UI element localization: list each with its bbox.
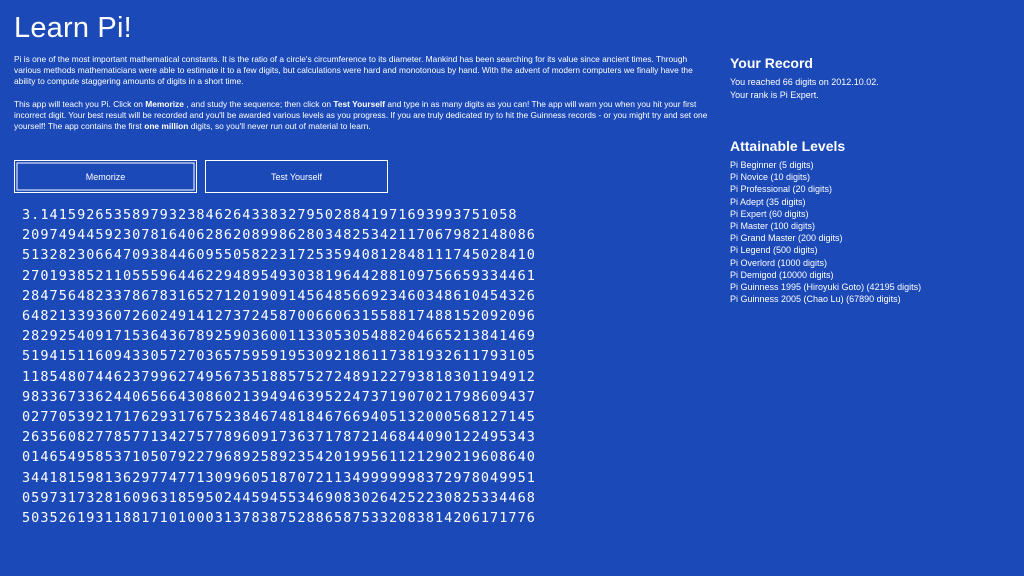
level-item: Pi Novice (10 digits) xyxy=(730,172,811,183)
level-item: Pi Guinness 2005 (Chao Lu) (67890 digits) xyxy=(730,294,901,305)
pi-digit-line: 26356082778577134275778960917363717872146844090122495343 xyxy=(22,429,536,446)
level-item: Pi Adept (35 digits) xyxy=(730,196,806,207)
pi-digit-line: 34418159813629774771309960518707211349999998372978049951 xyxy=(22,469,536,486)
pi-digit-line: 01465495853710507922796892589235420199561121290219608640 xyxy=(22,449,536,466)
pi-digit-line: 50352619311881710100031378387528865875332083814206171776 xyxy=(22,510,536,527)
intro-test-emphasis: Test Yourself xyxy=(333,99,386,109)
pi-digit-line: 51328230664709384460955058223172535940812848111745028410 xyxy=(22,247,536,264)
level-item: Pi Professional (20 digits) xyxy=(730,184,833,195)
intro-paragraph-instructions xyxy=(14,99,714,132)
intro-text-part: digits, so you'll never run out of material to learn. xyxy=(188,121,371,131)
pi-digit-line: 02770539217176293176752384674818467669405132000568127145 xyxy=(22,409,536,426)
level-item: Pi Beginner (5 digits) xyxy=(730,160,814,170)
pi-digit-line: 98336733624406566430860213949463952247371907021798609437 xyxy=(22,388,536,405)
levels-list xyxy=(730,159,1010,305)
pi-digit-line: 64821339360726024914127372458700660631558817488152092096 xyxy=(22,308,536,325)
intro-text xyxy=(14,54,714,144)
intro-text-part: and type in as many digits as you can! The app will warn you when you hit your first incorrect digit. Your best result will be recorded and you'll be awarded various levels as you progress. If you are truly dedicated try to hit the Guinness records - or you might try and set one yourself! The app contains the first xyxy=(14,99,708,131)
level-item: Pi Grand Master (200 digits) xyxy=(730,233,843,244)
memorize-button[interactable]: Memorize xyxy=(14,160,197,193)
pi-digit-line: 27019385211055596446229489549303819644288109756659334461 xyxy=(22,267,536,284)
level-item: Pi Master (100 digits) xyxy=(730,221,816,232)
record-heading: Your Record xyxy=(730,55,813,71)
pi-digits-display xyxy=(22,205,702,576)
app-title: Learn Pi! xyxy=(14,12,132,44)
intro-memorize-emphasis: Memorize xyxy=(145,99,184,109)
record-details xyxy=(730,76,1010,102)
pi-digit-line: 28292540917153643678925903600113305305488204665213841469 xyxy=(22,328,536,345)
intro-text-part: , and study the sequence; then click on xyxy=(183,99,334,109)
pi-digit-line: 20974944592307816406286208998628034825342117067982148086 xyxy=(22,227,536,244)
intro-million-emphasis: one million xyxy=(144,121,189,131)
pi-digit-line: 05973173281609631859502445945534690830264252230825334468 xyxy=(22,489,536,506)
level-item: Pi Demigod (10000 digits) xyxy=(730,269,834,280)
pi-digit-line: 11854807446237996274956735188575272489122793818301194912 xyxy=(22,368,536,385)
intro-text-part: This app will teach you Pi. Click on xyxy=(14,99,146,109)
test-yourself-button[interactable]: Test Yourself xyxy=(205,160,388,193)
level-item: Pi Guinness 1995 (Hiroyuki Goto) (42195 digits) xyxy=(730,282,922,293)
record-panel xyxy=(730,55,1010,102)
level-item: Pi Overlord (1000 digits) xyxy=(730,257,828,268)
pi-digit-line: 51941511609433057270365759591953092186117381932611793105 xyxy=(22,348,536,365)
pi-digit-line: 3.1415926535897932384626433832795028841971693993751058 xyxy=(22,207,518,223)
pi-digit-line: 28475648233786783165271201909145648566923460348610454326 xyxy=(22,287,536,304)
intro-paragraph-history: Pi is one of the most important mathematical constants. It is the ratio of a circle's circumference to its diameter. Mankind has been searching for its value since ancient times. Through various methods mathematicians were able to estimate it to a few digits, but calculations were hard and monotonous by hand. With the advent of modern computers we finally have the ability to compute staggering amounts of digits in a short time. xyxy=(14,54,693,86)
record-digits-reached: You reached 66 digits on 2012.10.02. xyxy=(730,77,879,87)
levels-panel xyxy=(730,138,1010,305)
level-item: Pi Legend (500 digits) xyxy=(730,245,818,256)
record-rank: Your rank is Pi Expert. xyxy=(730,90,819,100)
level-item: Pi Expert (60 digits) xyxy=(730,208,809,219)
levels-heading: Attainable Levels xyxy=(730,138,846,154)
